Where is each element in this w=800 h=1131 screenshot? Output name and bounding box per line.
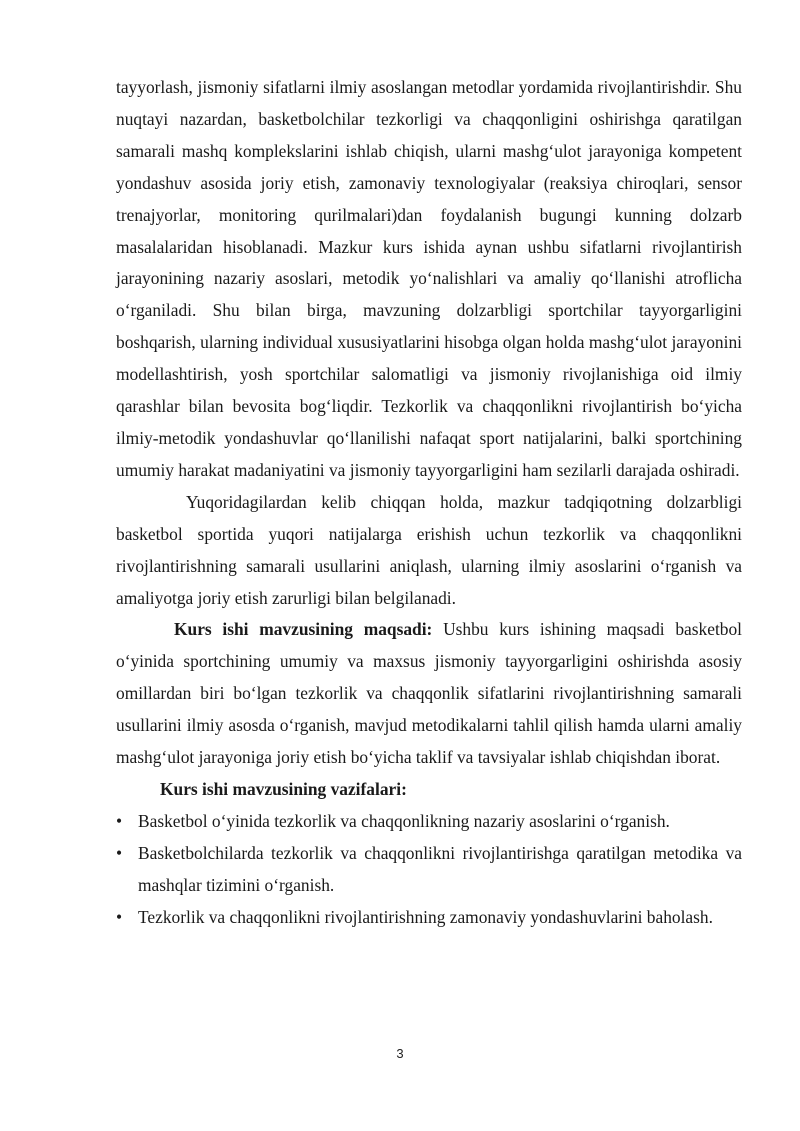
bullet-icon: •	[116, 810, 123, 831]
bullet-icon: •	[116, 906, 123, 927]
list-item	[116, 902, 742, 934]
goal-label: Kurs ishi mavzusining maqsadi:	[174, 619, 433, 640]
task-text: Basketbolchilarda tezkorlik va chaqqonlikni rivojlantirishga qaratilgan metodika va mashqlar tizimini o‘rganish.	[138, 842, 742, 895]
paragraph-goal	[116, 614, 742, 774]
task-text: Tezkorlik va chaqqonlikni rivojlantirishning zamonaviy yondashuvlarini baholash.	[138, 906, 713, 927]
goal-text: Ushbu kurs ishining maqsadi basketbol o‘yinida sportchining umumiy va maxsus jismoniy tayyorgarligini oshirishda asosiy omillardan biri bo‘lgan tezkorlik va chaqqonlik sifatlarini rivojlantirishning samarali usullarini ilmiy asosda o‘rganish, mavjud metodikalarni tahlil qilish hamda ularni amaliy mashg‘ulot jarayoniga joriy etish bo‘yicha taklif va tavsiyalar ishlab chiqishdan iborat.	[116, 619, 743, 768]
paragraph-conclusion: Yuqoridagilardan kelib chiqqan holda, mazkur tadqiqotning dolzarbligi basketbol sportida yuqori natijalarga erishish uchun tezkorlik va chaqqonlikni rivojlantirishning samarali usullarini aniqlash, ularning ilmiy asoslarini o‘rganish va amaliyotga joriy etish zarurligi bilan belgilanadi.	[116, 491, 742, 608]
page-number: 3	[396, 1046, 404, 1061]
tasks-heading: Kurs ishi mavzusining vazifalari:	[160, 778, 407, 799]
list-item	[116, 806, 742, 838]
tasks-list	[116, 806, 742, 934]
page-content	[116, 72, 742, 933]
task-text: Basketbol o‘yinida tezkorlik va chaqqonlikning nazariy asoslarini o‘rganish.	[138, 810, 670, 831]
bullet-icon: •	[116, 842, 123, 863]
list-item	[116, 838, 742, 902]
paragraph-relevance: tayyorlash, jismoniy sifatlarni ilmiy asoslangan metodlar yordamida rivojlantirishdir. Shu nuqtayi nazardan, basketbolchilar tezkorligi va chaqqonligini oshirishga qaratilgan samarali mashq komplekslarini ishlab chiqish, ularni mashg‘ulot jarayoniga kompetent yondashuv asosida joriy etish, zamonaviy texnologiyalar (reaksiya chiroqlari, sensor trenajyorlar, monitoring qurilmalari)dan foydalanish bugungi kunning dolzarb masalalaridan hisoblanadi. Mazkur kurs ishida aynan ushbu sifatlarni rivojlantirish jarayonining nazariy asoslari, metodik yo‘nalishlari va amaliy qo‘llanishi atroflicha o‘rganiladi. Shu bilan birga, mavzuning dolzarbligi sportchilar tayyorgarligini boshqarish, ularning individual xususiyatlarini hisobga olgan holda mashg‘ulot jarayonini modellashtirish, yosh sportchilar salomatligi va jismoniy rivojlanishiga oid ilmiy qarashlar bilan bevosita bog‘liqdir. Tezkorlik va chaqqonlikni rivojlantirish bo‘yicha ilmiy-metodik yondashuvlar qo‘llanilishi nafaqat sport natijalarini, balki sportchining umumiy harakat madaniyatini va jismoniy tayyorgarligini ham sezilarli darajada oshiradi.	[116, 77, 742, 480]
